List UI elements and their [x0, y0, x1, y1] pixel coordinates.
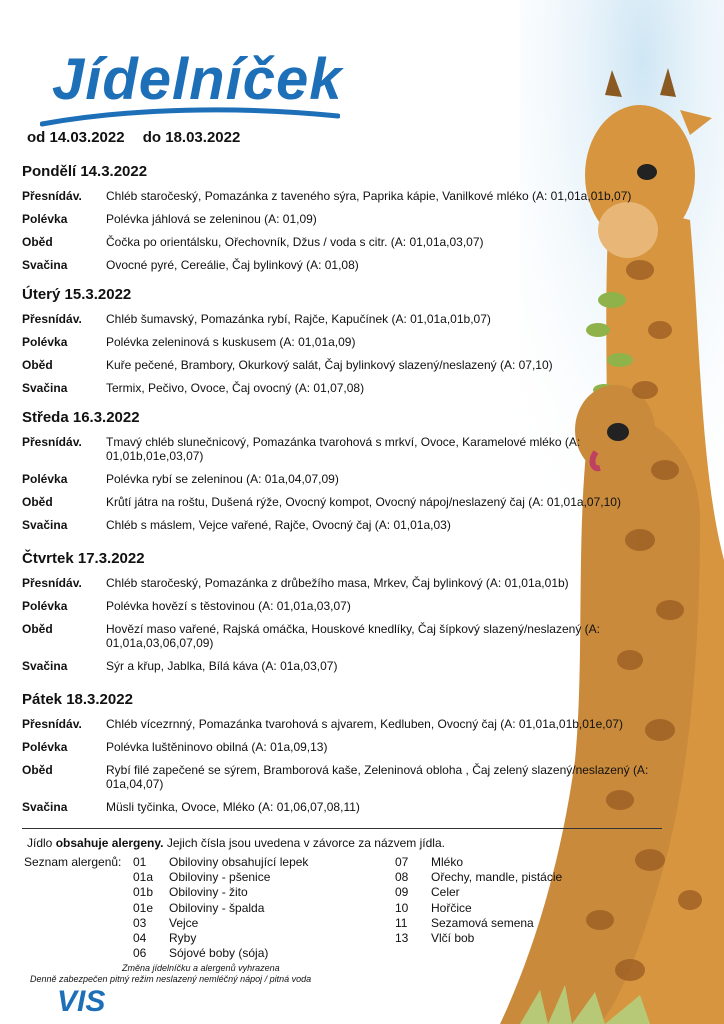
allergen-name: Sezamová semena: [431, 915, 534, 930]
meal-row: [22, 495, 682, 509]
allergen-name: Celer: [431, 885, 460, 900]
title-underline-swoosh: [40, 104, 340, 130]
meal-text: Krůtí játra na roštu, Dušená rýže, Ovocný kompot, Ovocný nápoj/neslazený čaj (A: 01,01a,07,10): [106, 495, 621, 509]
meal-text: Tmavý chléb slunečnicový, Pomazánka tvarohová s mrkví, Ovoce, Karamelové mléko (A: 01,01b,01e,03,07): [106, 435, 581, 463]
allergen-code: 13: [395, 931, 409, 946]
allergen-item: [133, 916, 308, 931]
meal-row: [22, 599, 682, 613]
meal-label: Polévka: [22, 599, 68, 613]
day-monday: [22, 163, 682, 281]
meal-row: [22, 622, 682, 650]
allergen-code: 04: [133, 931, 147, 946]
allergen-note: [27, 836, 445, 850]
meal-label: Přesnídáv.: [22, 435, 82, 449]
meal-label: Polévka: [22, 212, 68, 226]
allergen-code: 06: [133, 946, 147, 961]
meal-row: [22, 717, 682, 731]
allergen-item: [133, 870, 308, 885]
meal-label: Přesnídáv.: [22, 189, 82, 203]
meal-text: Polévka zeleninová s kuskusem (A: 01,01a,09): [106, 335, 356, 349]
meal-text: Termix, Pečivo, Ovoce, Čaj ovocný (A: 01,07,08): [106, 381, 365, 395]
meal-text: Hovězí maso vařené, Rajská omáčka, Houskové knedlíky, Čaj šípkový slazený/neslazený (A: 01,01a,03,06,07,09): [106, 622, 600, 650]
day-title: Pátek 18.3.2022: [22, 691, 133, 708]
allergen-list-label: Seznam alergenů:: [24, 855, 122, 869]
meal-row: [22, 235, 682, 249]
meal-text: Čočka po orientálsku, Ořechovník, Džus / voda s citr. (A: 01,01a,03,07): [106, 235, 484, 249]
meal-row: [22, 258, 682, 272]
meal-label: Svačina: [22, 518, 68, 532]
allergen-code: 03: [133, 915, 147, 930]
allergen-name: Obiloviny - žito: [169, 885, 248, 900]
allergen-name: Mléko: [431, 855, 464, 869]
day-title: Úterý 15.3.2022: [22, 286, 132, 303]
meal-label: Oběd: [22, 763, 53, 777]
meal-text: Chléb staročeský, Pomazánka z taveného sýra, Paprika kápie, Vanilkové mléko (A: 01,01a,01b,07): [106, 189, 632, 203]
allergen-item: [133, 901, 308, 916]
day-thursday: [22, 550, 682, 682]
allergen-code: 07: [395, 855, 409, 869]
meal-label: Přesnídáv.: [22, 576, 82, 590]
meal-text: Polévka jáhlová se zeleninou (A: 01,09): [106, 212, 317, 226]
meal-text: Ovocné pyré, Cereálie, Čaj bylinkový (A: 01,08): [106, 258, 359, 272]
meal-text: Chléb s máslem, Vejce vařené, Rajče, Ovocný čaj (A: 01,01a,03): [106, 518, 451, 532]
allergen-name: Hořčice: [431, 900, 472, 915]
meal-label: Oběd: [22, 235, 53, 249]
allergen-name: Ryby: [169, 931, 197, 946]
meal-row: [22, 381, 682, 395]
day-wednesday: [22, 409, 682, 541]
allergen-item: [395, 901, 562, 916]
allergen-name: Obiloviny - špalda: [169, 900, 265, 915]
day-tuesday: [22, 286, 682, 404]
meal-text: Chléb staročeský, Pomazánka z drůbežího masa, Mrkev, Čaj bylinkový (A: 01,01a,01b): [106, 576, 569, 590]
allergen-item: [133, 946, 308, 961]
meal-row: [22, 740, 682, 754]
allergen-code: 01a: [133, 870, 154, 885]
allergen-name: Vejce: [169, 915, 199, 930]
meal-label: Přesnídáv.: [22, 312, 82, 326]
meal-row: [22, 335, 682, 349]
meal-label: Svačina: [22, 381, 68, 395]
allergen-item: [395, 870, 562, 885]
allergen-item: [395, 885, 562, 900]
allergen-code: 11: [395, 915, 408, 930]
meal-row: [22, 659, 682, 673]
meal-row: [22, 472, 682, 486]
meal-label: Polévka: [22, 335, 68, 349]
date-from: od 14.03.2022: [27, 129, 125, 146]
day-title: Čtvrtek 17.3.2022: [22, 550, 145, 567]
meal-text: Kuře pečené, Brambory, Okurkový salát, Čaj bylinkový slazený/neslazený (A: 07,10): [106, 358, 553, 372]
meal-text: Polévka luštěninovo obilná (A: 01a,09,13): [106, 740, 328, 754]
allergen-code: 09: [395, 885, 409, 900]
allergen-code: 01b: [133, 885, 154, 900]
allergen-code: 01: [133, 855, 147, 869]
allergen-code: 01e: [133, 900, 154, 915]
meal-row: [22, 312, 682, 326]
meal-row: [22, 518, 682, 532]
allergen-note-suffix: Jejich čísla jsou uvedena v závorce za názvem jídla.: [163, 836, 445, 850]
day-title: Středa 16.3.2022: [22, 409, 140, 426]
meal-row: [22, 576, 682, 590]
meal-row: [22, 435, 682, 463]
allergen-list-right: [395, 855, 562, 946]
meal-text: Rybí filé zapečené se sýrem, Bramborová kaše, Zeleninová obloha , Čaj zelený slazený/neslazený (A: 01a,04,07): [106, 763, 649, 791]
meal-label: Svačina: [22, 659, 68, 673]
meal-label: Svačina: [22, 258, 68, 272]
allergen-item: [133, 855, 308, 870]
allergen-code: 08: [395, 870, 409, 885]
footer-change-note: Změna jídelníčku a alergenů vyhrazena: [122, 963, 280, 973]
meal-text: Chléb vícezrnný, Pomazánka tvarohová s ajvarem, Kedluben, Ovocný čaj (A: 01,01a,01b,01e,07): [106, 717, 623, 731]
meal-text: Müsli tyčinka, Ovoce, Mléko (A: 01,06,07,08,11): [106, 800, 360, 814]
allergen-name: Ořechy, mandle, pistácie: [431, 870, 563, 885]
meal-text: Chléb šumavský, Pomazánka rybí, Rajče, Kapučínek (A: 01,01a,01b,07): [106, 312, 491, 326]
allergen-note-bold: obsahuje alergeny.: [55, 836, 164, 850]
meal-text: Polévka rybí se zeleninou (A: 01a,04,07,09): [106, 472, 339, 486]
allergen-name: Sójové boby (sója): [169, 946, 269, 961]
meal-label: Polévka: [22, 740, 68, 754]
allergen-name: Obiloviny - pšenice: [169, 870, 271, 885]
date-to: do 18.03.2022: [142, 129, 241, 146]
divider: [22, 828, 662, 829]
meal-row: [22, 358, 682, 372]
vis-logo: VIS: [57, 985, 106, 1018]
day-title: Pondělí 14.3.2022: [22, 163, 148, 180]
allergen-name: Vlčí bob: [431, 931, 475, 946]
meal-label: Polévka: [22, 472, 68, 486]
meal-label: Svačina: [22, 800, 68, 814]
meal-label: Oběd: [22, 622, 53, 636]
date-range: [27, 129, 254, 146]
allergen-name: Obiloviny obsahující lepek: [169, 855, 309, 869]
allergen-item: [395, 931, 562, 946]
allergen-item: [395, 916, 562, 931]
meal-row: [22, 800, 682, 814]
footer-drink-note: Denně zabezpečen pitný režim neslazený nemléčný nápoj / pitná voda: [30, 974, 312, 984]
day-friday: [22, 691, 682, 823]
meal-label: Přesnídáv.: [22, 717, 82, 731]
allergen-item: [133, 885, 308, 900]
meal-text: Sýr a křup, Jablka, Bílá káva (A: 01a,03,07): [106, 659, 338, 673]
meal-row: [22, 189, 682, 203]
page-title: Jídelníček: [52, 47, 343, 112]
allergen-note-prefix: Jídlo: [27, 836, 56, 850]
allergen-item: [133, 931, 308, 946]
meal-label: Oběd: [22, 495, 53, 509]
allergen-item: [395, 855, 562, 870]
allergen-list-left: [133, 855, 308, 961]
meal-row: [22, 212, 682, 226]
meal-row: [22, 763, 682, 791]
meal-text: Polévka hovězí s těstovinou (A: 01,01a,03,07): [106, 599, 351, 613]
allergen-code: 10: [395, 900, 409, 915]
meal-label: Oběd: [22, 358, 53, 372]
